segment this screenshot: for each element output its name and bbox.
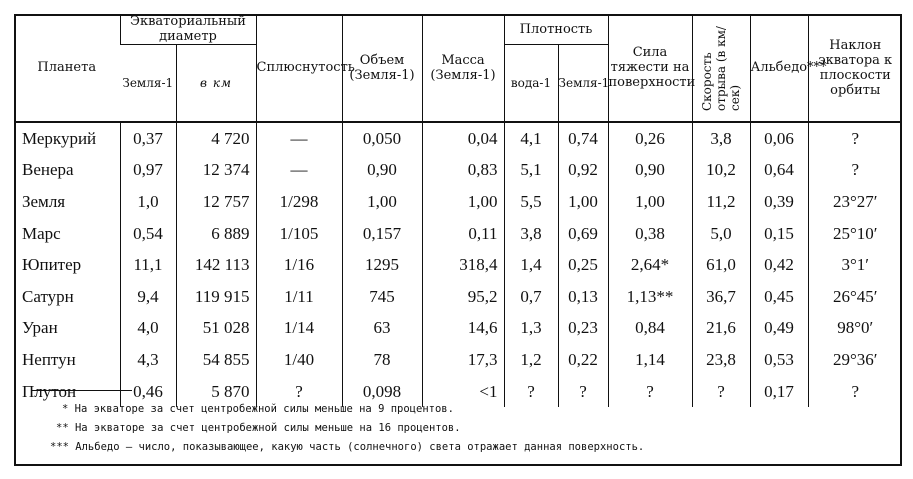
cell-albedo: 0,42 [750, 249, 808, 281]
cell-gravity: 0,84 [608, 313, 692, 345]
cell-planet: Меркурий [22, 128, 97, 148]
cell-d-earth: 1,0 [120, 186, 176, 218]
cell-escape: 11,2 [692, 186, 750, 218]
cell-oblateness: — [256, 122, 342, 155]
cell-oblateness: 1/40 [256, 344, 342, 376]
cell-d-earth: 0,54 [120, 218, 176, 250]
cell-escape: ? [692, 376, 750, 408]
cell-d-earth: 0,46 [120, 376, 176, 408]
cell-rho-earth: ? [558, 376, 608, 408]
cell-gravity: 1,13** [608, 281, 692, 313]
cell-planet: Уран [22, 318, 58, 338]
cell-rho-water: 1,4 [504, 249, 558, 281]
cell-rho-water: 1,3 [504, 313, 558, 345]
footnote-divider [32, 390, 132, 391]
cell-d-km: 12 374 [176, 155, 256, 187]
cell-tilt: 25°10′ [808, 218, 902, 250]
table-row [14, 344, 902, 376]
header-escape-velocity-label: Скорость отрыва (в км/сек) [700, 25, 742, 111]
cell-d-earth: 0,37 [120, 122, 176, 155]
cell-mass: 0,04 [422, 122, 504, 155]
cell-rho-water: 3,8 [504, 218, 558, 250]
cell-rho-water: 1,2 [504, 344, 558, 376]
cell-rho-earth: 0,25 [558, 249, 608, 281]
cell-rho-water: 0,7 [504, 281, 558, 313]
cell-escape: 3,8 [692, 122, 750, 155]
cell-rho-earth: 0,23 [558, 313, 608, 345]
cell-d-km: 142 113 [176, 249, 256, 281]
planets-table [14, 14, 902, 407]
cell-mass: 95,2 [422, 281, 504, 313]
cell-d-earth: 11,1 [120, 249, 176, 281]
cell-d-km: 5 870 [176, 376, 256, 408]
header-escape-velocity [692, 14, 750, 122]
cell-mass: 14,6 [422, 313, 504, 345]
cell-escape: 21,6 [692, 313, 750, 345]
header-volume: Объем (Земля-1) [342, 14, 422, 122]
cell-oblateness: — [256, 155, 342, 187]
header-mass: Масса (Земля-1) [422, 14, 504, 122]
cell-escape: 10,2 [692, 155, 750, 187]
header-diameter-km: в км [176, 45, 256, 123]
table-row [14, 186, 902, 218]
cell-mass: 0,83 [422, 155, 504, 187]
cell-gravity: ? [608, 376, 692, 408]
cell-tilt: ? [808, 155, 902, 187]
cell-rho-earth: 1,00 [558, 186, 608, 218]
cell-rho-earth: 0,92 [558, 155, 608, 187]
cell-rho-water: 5,5 [504, 186, 558, 218]
cell-mass: <1 [422, 376, 504, 408]
cell-oblateness: 1/14 [256, 313, 342, 345]
cell-d-km: 51 028 [176, 313, 256, 345]
table-row [14, 313, 902, 345]
header-density-water: вода-1 [504, 45, 558, 123]
cell-escape: 5,0 [692, 218, 750, 250]
cell-planet: Марс [22, 223, 61, 243]
cell-volume: 1,00 [342, 186, 422, 218]
cell-d-km: 119 915 [176, 281, 256, 313]
cell-escape: 61,0 [692, 249, 750, 281]
footnote-3: *** Альбедо — число, показывающее, какую часть (солнечного) света отражает данная поверхность. [50, 441, 645, 453]
cell-volume: 0,157 [342, 218, 422, 250]
cell-gravity: 2,64* [608, 249, 692, 281]
cell-albedo: 0,15 [750, 218, 808, 250]
header-diameter-earth: Земля-1 [120, 45, 176, 123]
table-row [14, 218, 902, 250]
cell-mass: 0,11 [422, 218, 504, 250]
header-planet: Планета [14, 14, 120, 122]
footnote-2: ** На экваторе за счет центробежной силы меньше на 16 процентов. [56, 422, 461, 434]
cell-volume: 0,050 [342, 122, 422, 155]
cell-rho-water: 4,1 [504, 122, 558, 155]
cell-gravity: 1,00 [608, 186, 692, 218]
header-density-earth: Земля-1 [558, 45, 608, 123]
cell-albedo: 0,17 [750, 376, 808, 408]
cell-d-km: 6 889 [176, 218, 256, 250]
cell-gravity: 0,38 [608, 218, 692, 250]
cell-planet: Юпитер [22, 255, 82, 275]
cell-rho-earth: 0,13 [558, 281, 608, 313]
cell-rho-earth: 0,74 [558, 122, 608, 155]
cell-tilt: 98°0′ [808, 313, 902, 345]
cell-planet: Земля [22, 191, 66, 211]
cell-planet: Венера [22, 160, 74, 180]
cell-tilt: ? [808, 122, 902, 155]
cell-volume: 78 [342, 344, 422, 376]
cell-rho-water: ? [504, 376, 558, 408]
cell-planet: Сатурн [22, 286, 74, 306]
footnote-1: * На экваторе за счет центробежной силы меньше на 9 процентов. [62, 403, 454, 415]
cell-oblateness: ? [256, 376, 342, 408]
cell-d-km: 54 855 [176, 344, 256, 376]
cell-escape: 23,8 [692, 344, 750, 376]
cell-d-km: 12 757 [176, 186, 256, 218]
cell-mass: 17,3 [422, 344, 504, 376]
cell-mass: 318,4 [422, 249, 504, 281]
cell-tilt: 29°36′ [808, 344, 902, 376]
header-density: Плотность [504, 14, 608, 45]
header-albedo: Альбедо*** [750, 14, 808, 122]
cell-oblateness: 1/11 [256, 281, 342, 313]
header-gravity: Сила тяжести на поверхности [608, 14, 692, 122]
table-row [14, 122, 902, 155]
cell-volume: 745 [342, 281, 422, 313]
cell-mass: 1,00 [422, 186, 504, 218]
cell-gravity: 0,26 [608, 122, 692, 155]
cell-albedo: 0,39 [750, 186, 808, 218]
cell-volume: 0,90 [342, 155, 422, 187]
cell-planet: Плутон [22, 381, 77, 401]
table-row [14, 281, 902, 313]
cell-d-km: 4 720 [176, 122, 256, 155]
cell-d-earth: 4,0 [120, 313, 176, 345]
cell-rho-earth: 0,22 [558, 344, 608, 376]
cell-escape: 36,7 [692, 281, 750, 313]
cell-d-earth: 9,4 [120, 281, 176, 313]
cell-oblateness: 1/298 [256, 186, 342, 218]
cell-gravity: 0,90 [608, 155, 692, 187]
header-tilt: Наклон экватора к плоскости орбиты [808, 14, 902, 122]
table-row [14, 155, 902, 187]
cell-d-earth: 0,97 [120, 155, 176, 187]
cell-d-earth: 4,3 [120, 344, 176, 376]
table-row [14, 249, 902, 281]
cell-albedo: 0,49 [750, 313, 808, 345]
cell-rho-earth: 0,69 [558, 218, 608, 250]
cell-albedo: 0,06 [750, 122, 808, 155]
cell-oblateness: 1/16 [256, 249, 342, 281]
cell-albedo: 0,45 [750, 281, 808, 313]
cell-tilt: 26°45′ [808, 281, 902, 313]
cell-albedo: 0,64 [750, 155, 808, 187]
cell-tilt: ? [808, 376, 902, 408]
cell-tilt: 3°1′ [808, 249, 902, 281]
cell-volume: 0,098 [342, 376, 422, 408]
cell-planet: Нептун [22, 349, 76, 369]
cell-volume: 63 [342, 313, 422, 345]
cell-albedo: 0,53 [750, 344, 808, 376]
cell-oblateness: 1/105 [256, 218, 342, 250]
cell-volume: 1295 [342, 249, 422, 281]
header-diameter: Экваториальный диаметр [120, 14, 256, 45]
cell-rho-water: 5,1 [504, 155, 558, 187]
cell-tilt: 23°27′ [808, 186, 902, 218]
cell-gravity: 1,14 [608, 344, 692, 376]
header-oblateness: Сплюснутость [256, 14, 342, 122]
